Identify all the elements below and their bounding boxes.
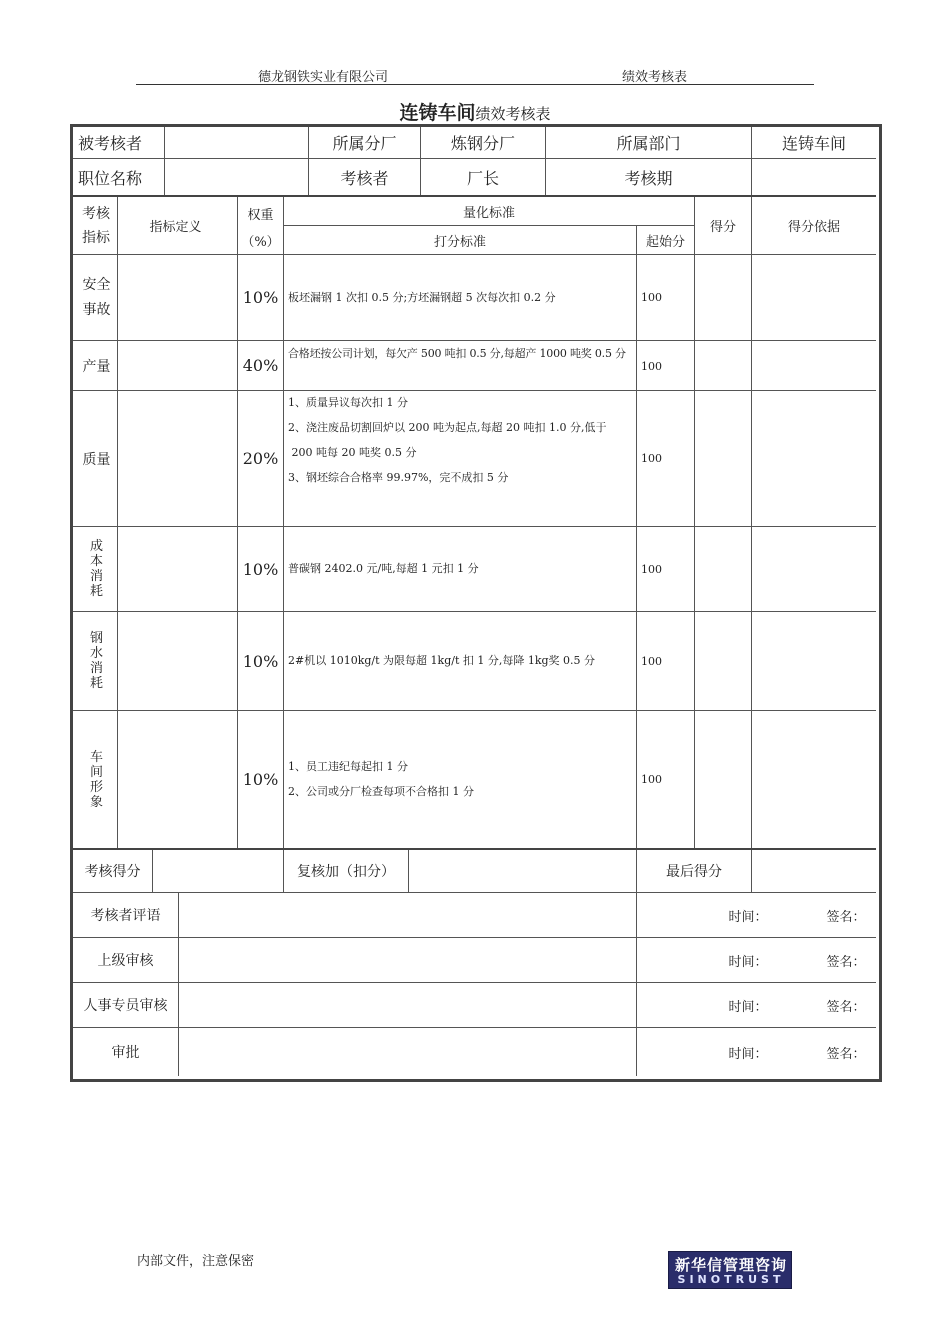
total-score-field[interactable] [153, 850, 283, 892]
weight-value: 10% [242, 770, 279, 789]
indicator-name: 质量 [82, 451, 111, 468]
total-score-label: 考核得分 [84, 864, 141, 880]
indicator-name: 产量 [82, 358, 111, 375]
examinee-label: 被考核者 [78, 134, 143, 153]
department-label: 所属部门 [616, 134, 681, 153]
indicator-name: 成本消耗 [89, 539, 103, 599]
header-basis: 得分依据 [787, 220, 840, 235]
signoff-sign-label: 签名： [826, 954, 866, 970]
logo-chinese-text: 新华信管理咨询 [674, 1256, 787, 1274]
weight-value: 10% [242, 651, 279, 671]
criteria-line: 2、公司或分厂检查每项不合格扣 1 分 [288, 785, 474, 798]
header-indicator: 考核指标 [82, 206, 110, 246]
signoff-time-label: 时间： [728, 999, 768, 1015]
assessor-label: 考核者 [340, 168, 389, 188]
col-divider [636, 892, 637, 1076]
signoff-time-label: 时间： [728, 954, 768, 970]
period-field[interactable] [752, 159, 876, 195]
signoff-time-label: 时间： [728, 1046, 768, 1062]
col-divider [636, 225, 637, 848]
criteria-line: 普碳钢 2402.0 元/吨,每超 1 元扣 1 分 [288, 562, 479, 575]
header-scoring: 打分标准 [433, 234, 486, 250]
confidential-note: 内部文件，注意保密 [137, 1254, 255, 1269]
signoff-label: 上级审核 [97, 953, 154, 969]
signoff-label: 考核者评语 [90, 908, 161, 924]
sinotrust-logo [668, 1251, 792, 1289]
criteria-line: 2#机以 1010kg/t 为限每超 1kg/t 扣 1 分,每降 1kg奖 0.5 分 [288, 654, 596, 667]
weight-value: 10% [242, 559, 279, 579]
examinee-field[interactable] [165, 127, 308, 158]
indicator-cell [76, 527, 117, 611]
signoff-comment-field[interactable] [179, 938, 636, 982]
criteria-line: 2、浇注废品切割回炉以 200 吨为起点,每超 20 吨扣 1.0 分,低于 [288, 421, 607, 434]
criteria-line: 3、钢坯综合合格率 99.97%，完不成扣 5 分 [288, 471, 509, 484]
logo-english-text: SINOTRUST [677, 1273, 785, 1286]
period-label: 考核期 [624, 168, 673, 188]
criteria-line: 1、质量异议每次扣 1 分 [288, 396, 408, 409]
department-field[interactable]: 连铸车间 [781, 134, 846, 153]
signoff-label: 人事专员审核 [83, 998, 168, 1014]
start-score: 100 [641, 360, 662, 373]
weight-value: 40% [242, 356, 279, 375]
signoff-time-label: 时间： [728, 909, 768, 925]
position-label: 职位名称 [78, 168, 143, 188]
criteria-line: 200 吨每 20 吨奖 0.5 分 [288, 446, 417, 459]
signoff-comment-field[interactable] [179, 1028, 636, 1076]
start-score: 100 [641, 562, 662, 576]
indicator-name: 车间形象 [89, 749, 103, 810]
signoff-sign-label: 签名： [826, 999, 866, 1015]
criteria-line: 合格坯按公司计划，每欠产 500 吨扣 0.5 分,每超产 1000 吨奖 0.5 分 [288, 347, 626, 360]
header-start: 起始分 [645, 234, 685, 250]
header-weight: 权重 [247, 207, 274, 223]
score-column[interactable] [695, 255, 751, 848]
weight-value: 20% [242, 449, 279, 468]
start-score: 100 [641, 654, 662, 668]
header-quant: 量化标准 [462, 205, 515, 221]
header-weight-unit: （%） [241, 234, 280, 250]
indicator-name: 钢水消耗 [89, 631, 103, 691]
indicator-cell [76, 711, 117, 848]
criteria-line: 板坯漏钢 1 次扣 0.5 分;方坯漏钢超 5 次每次扣 0.2 分 [288, 291, 556, 304]
start-score: 100 [641, 291, 662, 304]
col-divider [283, 197, 284, 848]
branch-label: 所属分厂 [332, 134, 397, 153]
signoff-sign-label: 签名： [826, 909, 866, 925]
signoff-sign-label: 签名： [826, 1046, 866, 1062]
start-score: 100 [641, 452, 662, 465]
basis-column[interactable] [752, 255, 876, 848]
page-title [0, 98, 950, 125]
title-main: 连铸车间 [399, 102, 476, 124]
weight-value: 10% [242, 288, 279, 307]
signoff-label: 审批 [111, 1045, 140, 1061]
final-score-field[interactable] [752, 850, 876, 892]
company-name: 德龙钢铁实业有限公司 [258, 70, 389, 85]
header-rule [136, 84, 814, 85]
col-divider [117, 197, 118, 848]
document-name: 绩效考核表 [622, 70, 688, 85]
position-field[interactable] [165, 159, 308, 195]
final-score-label: 最后得分 [666, 864, 722, 880]
indicator-name: 安全事故 [82, 276, 111, 318]
assessor-field[interactable]: 厂长 [466, 168, 499, 188]
indicator-cell [76, 612, 117, 710]
criteria-line: 1、员工违纪每起扣 1 分 [288, 760, 408, 773]
title-suffix: 绩效考核表 [475, 105, 551, 123]
branch-field[interactable]: 炼钢分厂 [450, 134, 515, 153]
header-score: 得分 [709, 220, 736, 235]
header-definition: 指标定义 [149, 220, 202, 235]
signoff-comment-field[interactable] [179, 893, 636, 937]
review-field[interactable] [409, 850, 636, 892]
signoff-comment-field[interactable] [179, 983, 636, 1027]
start-score: 100 [641, 773, 662, 786]
review-label: 复核加（扣分） [297, 864, 395, 880]
